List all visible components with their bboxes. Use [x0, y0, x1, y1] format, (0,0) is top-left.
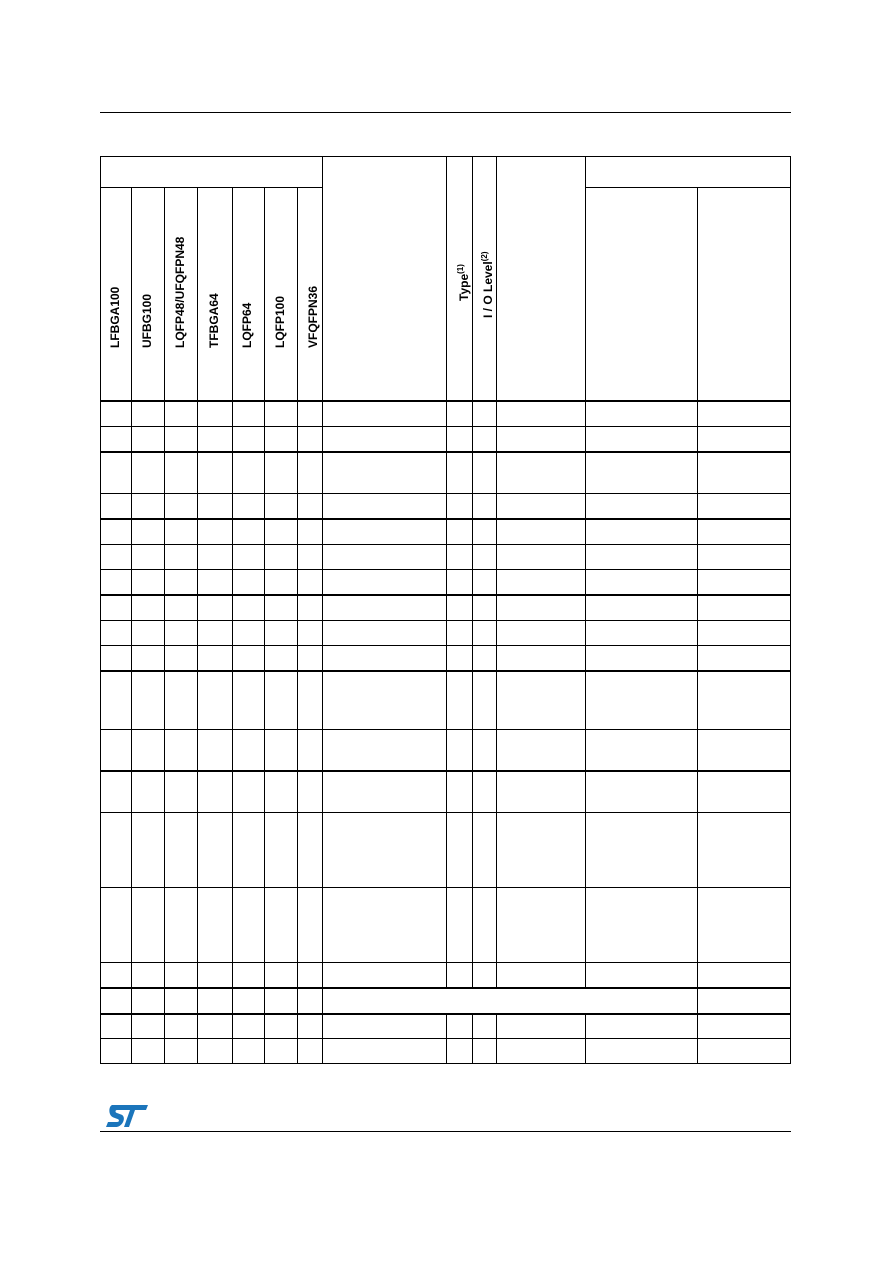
column-line	[446, 1013, 447, 1064]
function-group-rule	[585, 187, 791, 188]
column-line	[472, 1013, 473, 1064]
column-line	[697, 187, 698, 1064]
type-footnote: (1)	[456, 264, 465, 274]
col-header-type	[454, 264, 471, 301]
table-border-left	[100, 156, 101, 1064]
column-line	[446, 156, 447, 987]
column-line	[322, 156, 323, 1064]
pin-definitions-table	[100, 156, 791, 1064]
column-line	[496, 156, 497, 987]
column-line	[264, 187, 265, 1064]
column-line	[496, 1013, 497, 1064]
col-header-lfbga100: LFBGA100	[108, 286, 122, 348]
column-line	[585, 156, 586, 987]
column-line	[197, 187, 198, 1064]
column-line	[164, 187, 165, 1064]
column-line	[297, 187, 298, 1064]
package-group-rule	[100, 187, 322, 188]
col-header-tfbga64: TFBGA64	[207, 293, 221, 348]
io-level-footnote: (2)	[480, 251, 489, 262]
col-header-io-level	[478, 252, 495, 318]
col-header-ufbg100: UFBG100	[140, 293, 154, 348]
col-header-lqfp64: LQFP64	[240, 302, 254, 348]
footer-rule	[100, 1131, 791, 1132]
type-label: Type	[457, 273, 471, 301]
column-line	[131, 187, 132, 1064]
col-header-lqfp48-ufqfpn48: LQFP48/UFQFPN48	[173, 236, 187, 348]
io-level-label: I / O Level	[481, 261, 495, 318]
col-header-vfqfpn36: VFQFPN36	[306, 285, 320, 348]
column-line	[232, 187, 233, 1064]
row-separator	[100, 987, 791, 989]
column-line	[585, 1013, 586, 1064]
table-border-right	[790, 156, 791, 1064]
col-header-lqfp100: LQFP100	[273, 295, 287, 348]
header-rule	[100, 112, 791, 113]
st-logo-icon	[104, 1103, 150, 1129]
column-line	[472, 156, 473, 987]
